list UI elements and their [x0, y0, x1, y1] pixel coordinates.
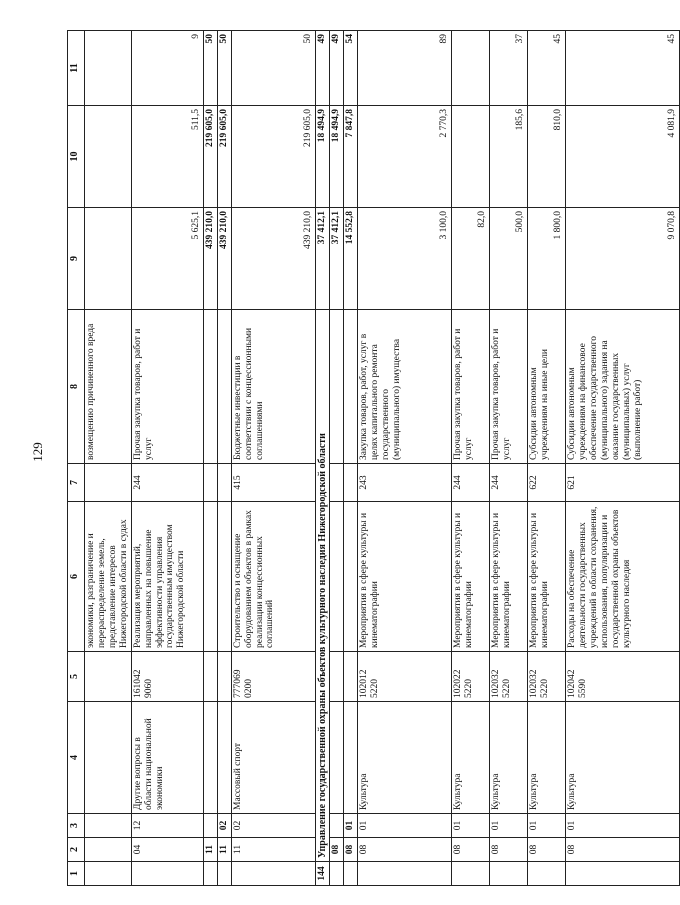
table-cell [344, 652, 358, 702]
expense-description: Строительство и оснащение оборудованием объектов в рамках реализации концессионных соглашений [231, 502, 315, 652]
planned-amount: 5 625,1 [131, 208, 203, 310]
executed-amount: 810,0 [528, 106, 566, 208]
table-row [344, 31, 358, 886]
target-article-code: 102042 5590 [566, 652, 680, 702]
expense-description: Мероприятия в сфере культуры и кинематографии [490, 502, 528, 652]
table-row [131, 31, 203, 886]
section-code: 11 [231, 838, 315, 862]
subsection-code: 01 [344, 814, 358, 838]
table-row [528, 31, 566, 886]
execution-percent [452, 31, 490, 106]
table-cell [203, 652, 217, 702]
department-name: Управление государственной охраны объектов культурного наследия Нижегородской области [315, 310, 330, 862]
table-cell [203, 310, 217, 464]
table-cell [344, 862, 358, 886]
section-code: 08 [566, 838, 680, 862]
section-code: 08 [490, 838, 528, 862]
subsection-name: Культура [358, 702, 452, 814]
table-cell [490, 862, 528, 886]
section-code: 08 [528, 838, 566, 862]
target-article-code: 161042 9060 [131, 652, 203, 702]
planned-amount: 37 412,1 [330, 208, 344, 310]
subsection-code: 02 [231, 814, 315, 838]
table-cell [330, 702, 344, 814]
execution-percent: 49 [315, 31, 330, 106]
subsection-name: Массовый спорт [231, 702, 315, 814]
col-header: 11 [68, 31, 85, 106]
section-code: 11 [203, 838, 217, 862]
table-cell [203, 464, 217, 502]
table-cell [85, 652, 132, 702]
table-cell [566, 862, 680, 886]
subsection-name: Культура [566, 702, 680, 814]
planned-amount: 3 100,0 [358, 208, 452, 310]
rotated-page [67, 31, 678, 886]
expense-description: Мероприятия в сфере культуры и кинематографии [358, 502, 452, 652]
subsection-name: Культура [490, 702, 528, 814]
table-cell [85, 702, 132, 814]
expense-description: Реализация мероприятий, направленных на повышение эффективности управления государственным имуществом Нижегородской области [131, 502, 203, 652]
planned-amount: 37 412,1 [315, 208, 330, 310]
execution-percent: 50 [203, 31, 217, 106]
col-header: 4 [68, 702, 85, 814]
table-cell [203, 862, 217, 886]
subsection-code: 01 [358, 814, 452, 838]
target-article-code: 102012 5220 [358, 652, 452, 702]
expense-description: Расходы на обеспечение деятельности государственных учреждений в области сохранения, использования, популяризации и государственной охраны объектов культурного наследия [566, 502, 680, 652]
table-cell [85, 208, 132, 310]
executed-amount: 219 605,0 [217, 106, 231, 208]
table-cell [330, 464, 344, 502]
expense-type-name: возмещению причиненного вреда [85, 310, 132, 464]
table-cell [217, 502, 231, 652]
table-cell [217, 862, 231, 886]
section-code: 08 [330, 838, 344, 862]
expense-type-name: Субсидии автономным учреждениям на финансовое обеспечение государственного (муниципального) задания на оказание государственных (муниципальных) услуг (выполнение работ) [566, 310, 680, 464]
table-cell [231, 862, 315, 886]
expense-type-name: Субсидии автономным учреждениям на иные цели [528, 310, 566, 464]
table-cell [358, 862, 452, 886]
col-header: 1 [68, 862, 85, 886]
target-article-code: 102032 5220 [490, 652, 528, 702]
executed-amount: 2 770,3 [358, 106, 452, 208]
executed-amount [452, 106, 490, 208]
col-header: 7 [68, 464, 85, 502]
table-cell [85, 31, 132, 106]
planned-amount: 9 070,8 [566, 208, 680, 310]
table-cell [217, 464, 231, 502]
subsection-code: 02 [217, 814, 231, 838]
table-cell [344, 502, 358, 652]
table-cell [344, 464, 358, 502]
executed-amount: 219 605,0 [231, 106, 315, 208]
budget-table [67, 30, 680, 886]
expense-description: Мероприятия в сфере культуры и кинематографии [452, 502, 490, 652]
table-cell [85, 814, 132, 838]
execution-percent: 9 [131, 31, 203, 106]
table-cell [131, 862, 203, 886]
expense-description: Мероприятия в сфере культуры и кинематографии [528, 502, 566, 652]
page-number: 129 [30, 442, 45, 462]
expense-type-code: 621 [566, 464, 680, 502]
table-row [231, 31, 315, 886]
subsection-code: 01 [528, 814, 566, 838]
table-row [490, 31, 528, 886]
subsection-code: 01 [566, 814, 680, 838]
execution-percent: 54 [344, 31, 358, 106]
table-cell [217, 702, 231, 814]
table-cell [330, 310, 344, 464]
table-cell [330, 652, 344, 702]
execution-percent: 50 [217, 31, 231, 106]
col-header: 6 [68, 502, 85, 652]
table-cell [217, 310, 231, 464]
expense-type-code: 243 [358, 464, 452, 502]
execution-percent: 50 [231, 31, 315, 106]
table-row [330, 31, 344, 886]
table-row [452, 31, 490, 886]
table-cell [344, 310, 358, 464]
target-article-code: 102022 5220 [452, 652, 490, 702]
execution-percent: 37 [490, 31, 528, 106]
target-article-code: 777069 0200 [231, 652, 315, 702]
planned-amount: 439 210,0 [203, 208, 217, 310]
expense-type-name: Прочая закупка товаров, работ и услуг [490, 310, 528, 464]
table-cell [528, 862, 566, 886]
expense-type-name: Прочая закупка товаров, работ и услуг [452, 310, 490, 464]
executed-amount: 7 847,8 [344, 106, 358, 208]
expense-type-code: 244 [131, 464, 203, 502]
planned-amount: 500,0 [490, 208, 528, 310]
table-cell [85, 838, 132, 862]
col-header: 10 [68, 106, 85, 208]
table-cell [203, 814, 217, 838]
expense-type-name: Бюджетные инвестиции в соответствии с концессионными соглашениями [231, 310, 315, 464]
subsection-code: 01 [452, 814, 490, 838]
executed-amount: 185,6 [490, 106, 528, 208]
expense-type-code: 244 [452, 464, 490, 502]
table-cell [203, 502, 217, 652]
table-row [217, 31, 231, 886]
expense-description: экономики, разграничение и перераспределение земель, представление интересов Нижегородской области в судах [85, 502, 132, 652]
section-code: 04 [131, 838, 203, 862]
table-cell [330, 502, 344, 652]
subsection-code: 01 [490, 814, 528, 838]
executed-amount: 18 494,9 [315, 106, 330, 208]
section-code: 08 [344, 838, 358, 862]
planned-amount: 14 552,8 [344, 208, 358, 310]
section-code: 11 [217, 838, 231, 862]
table-cell [85, 106, 132, 208]
expense-type-name: Прочая закупка товаров, работ и услуг [131, 310, 203, 464]
subsection-name: Другие вопросы в области национальной экономики [131, 702, 203, 814]
execution-percent: 49 [330, 31, 344, 106]
header-row [68, 31, 85, 886]
expense-type-name: Закупка товаров, работ, услуг в целях капитального ремонта государственного (муниципального) имущества [358, 310, 452, 464]
col-header: 9 [68, 208, 85, 310]
col-header: 8 [68, 310, 85, 464]
col-header: 5 [68, 652, 85, 702]
section-header-row [315, 31, 330, 886]
section-code: 08 [452, 838, 490, 862]
section-code: 08 [358, 838, 452, 862]
table-row [566, 31, 680, 886]
planned-amount: 439 210,0 [217, 208, 231, 310]
executed-amount: 18 494,9 [330, 106, 344, 208]
subsection-code: 12 [131, 814, 203, 838]
executed-amount: 511,5 [131, 106, 203, 208]
execution-percent: 45 [528, 31, 566, 106]
executed-amount: 4 081,9 [566, 106, 680, 208]
expense-type-code: 244 [490, 464, 528, 502]
department-code: 144 [315, 862, 330, 886]
col-header: 2 [68, 838, 85, 862]
executed-amount: 219 605,0 [203, 106, 217, 208]
table-cell [85, 862, 132, 886]
planned-amount: 82,0 [452, 208, 490, 310]
col-header: 3 [68, 814, 85, 838]
table-cell [330, 814, 344, 838]
table-row [358, 31, 452, 886]
target-article-code: 102032 5220 [528, 652, 566, 702]
execution-percent: 45 [566, 31, 680, 106]
expense-type-code: 622 [528, 464, 566, 502]
planned-amount: 439 210,0 [231, 208, 315, 310]
subsection-name: Культура [528, 702, 566, 814]
table-cell [85, 464, 132, 502]
table-cell [217, 652, 231, 702]
execution-percent: 89 [358, 31, 452, 106]
table-cell [330, 862, 344, 886]
table-row [85, 31, 132, 886]
planned-amount: 1 800,0 [528, 208, 566, 310]
expense-type-code: 415 [231, 464, 315, 502]
table-cell [344, 702, 358, 814]
subsection-name: Культура [452, 702, 490, 814]
table-row [203, 31, 217, 886]
table-cell [203, 702, 217, 814]
table-cell [452, 862, 490, 886]
